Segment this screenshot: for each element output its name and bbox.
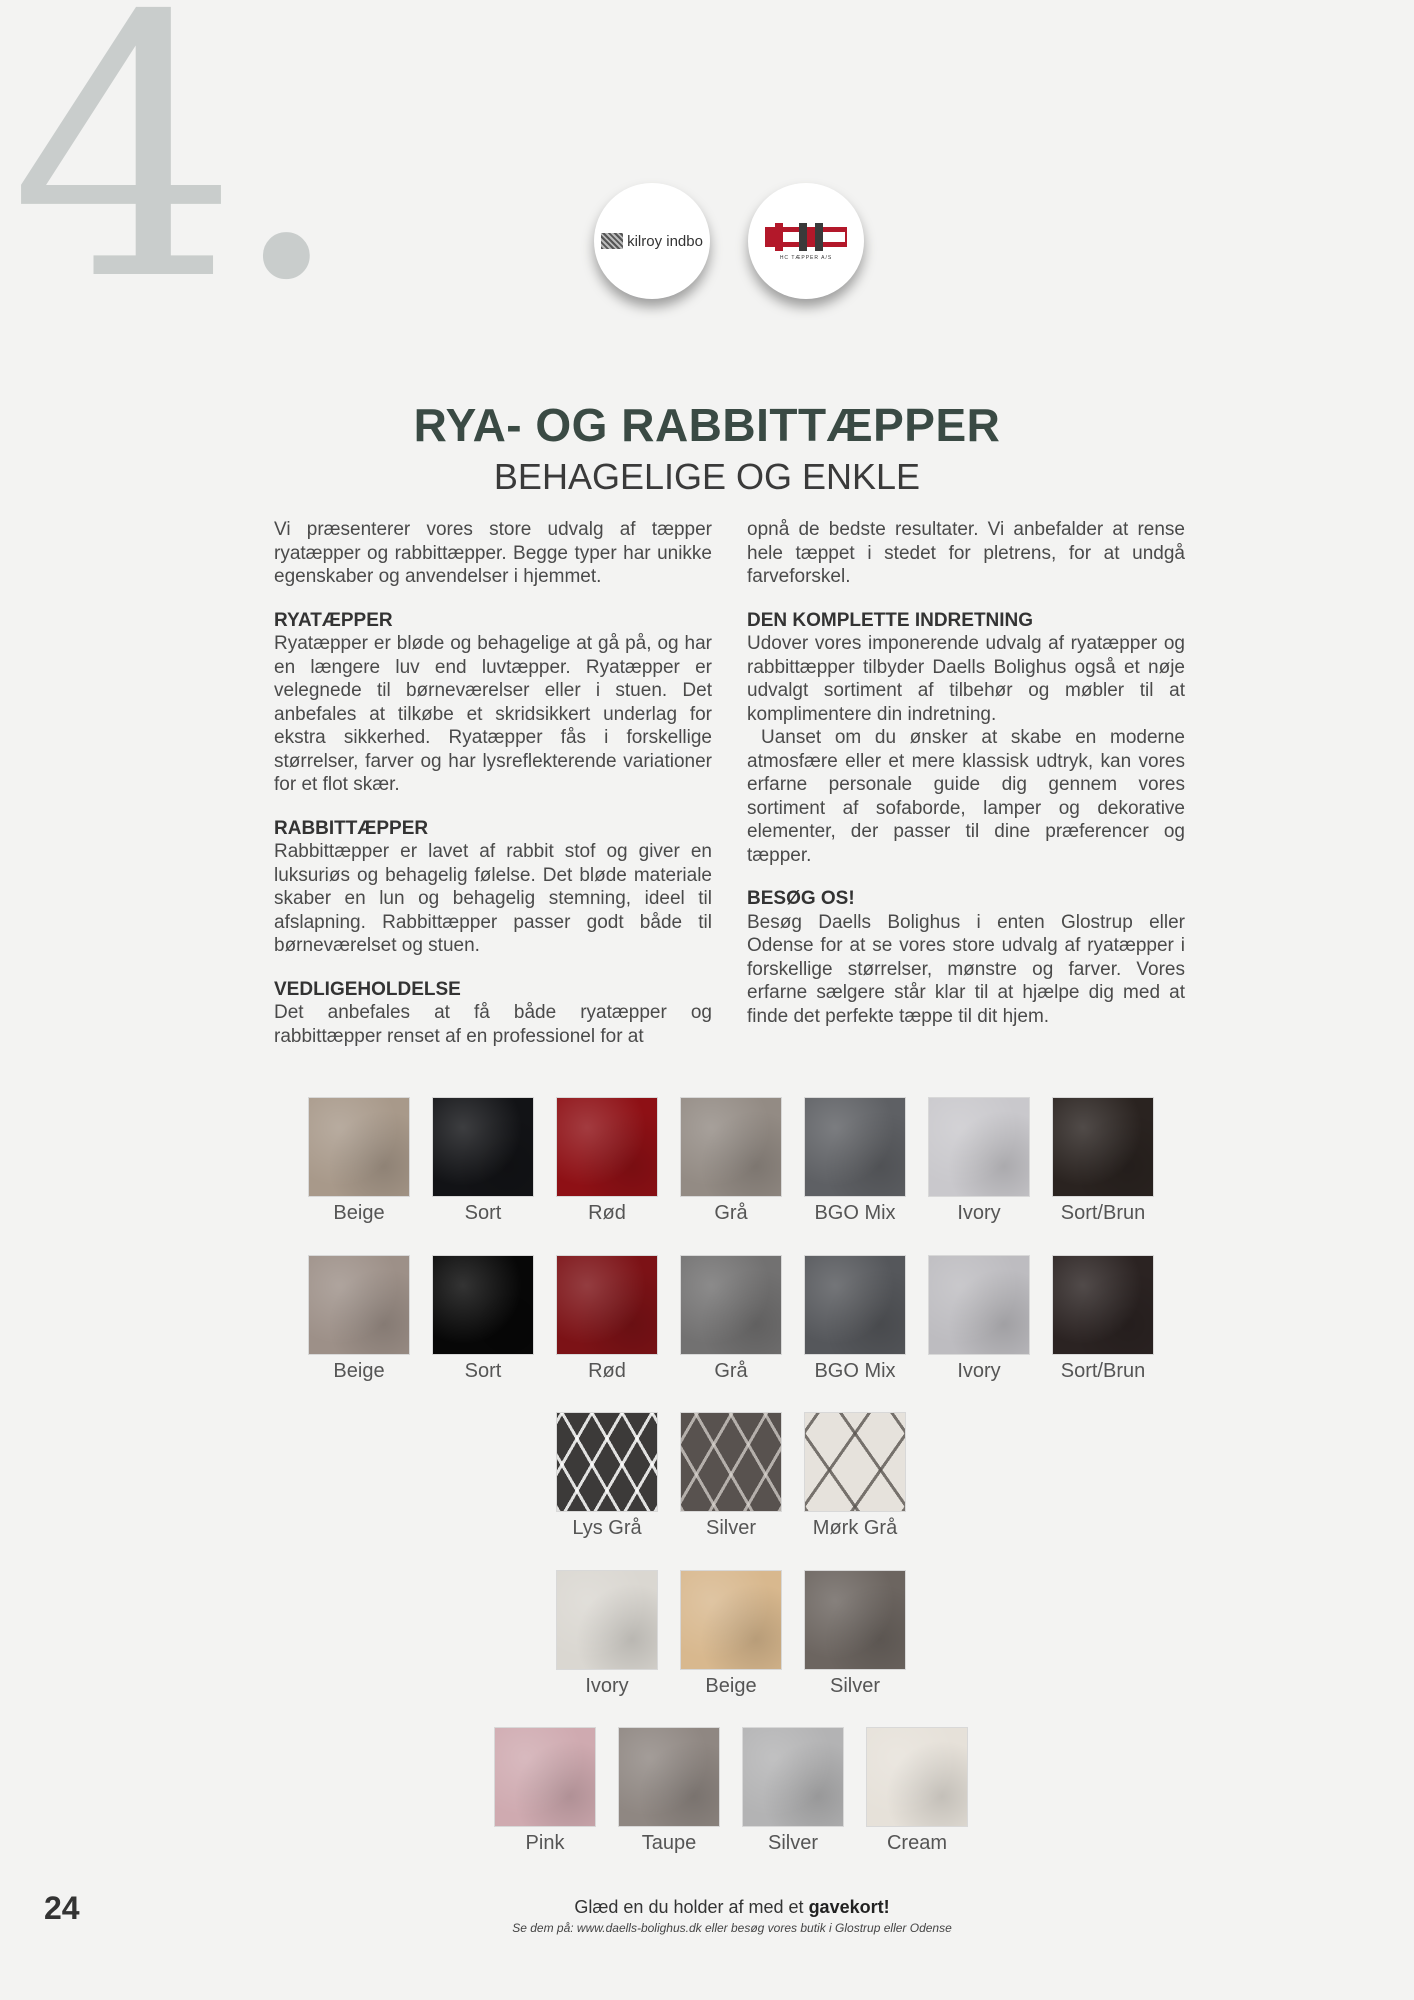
swatch-label: BGO Mix xyxy=(814,1202,896,1224)
swatch-label: Silver xyxy=(829,1675,880,1697)
swatch-item[interactable] xyxy=(804,1570,906,1698)
swatch-label: Sort/Brun xyxy=(1060,1360,1146,1382)
swatch-tile[interactable] xyxy=(680,1097,782,1197)
swatch-tile[interactable] xyxy=(804,1097,906,1197)
swatch-item[interactable] xyxy=(804,1097,906,1225)
swatch-item[interactable] xyxy=(680,1255,782,1383)
care-continued-paragraph: opnå de bedste resultater. Vi anbefalder at rense hele tæppet i stedet for pletrens, for at undgå farveforskel. xyxy=(747,519,1185,587)
swatch-label: Grå xyxy=(714,1360,748,1382)
swatch-tile[interactable] xyxy=(804,1412,906,1512)
swatch-item[interactable] xyxy=(866,1727,968,1855)
swatch-label: Sort/Brun xyxy=(1060,1202,1146,1224)
swatch-item[interactable] xyxy=(680,1412,782,1540)
swatch-item[interactable] xyxy=(928,1097,1030,1225)
swatch-item[interactable] xyxy=(556,1412,658,1540)
swatch-label: Beige xyxy=(705,1675,757,1697)
swatch-label: Silver xyxy=(705,1517,756,1539)
swatch-tile[interactable] xyxy=(928,1097,1030,1197)
visit-heading: BESØG OS! xyxy=(747,888,855,909)
footer-giftcard-bold: gavekort! xyxy=(808,1897,890,1917)
swatch-tile[interactable] xyxy=(618,1727,720,1827)
swatch-tile[interactable] xyxy=(556,1570,658,1670)
page-number: 24 xyxy=(44,1890,80,1926)
swatch-tile[interactable] xyxy=(804,1570,906,1670)
care-paragraph: Det anbefales at få både ryatæpper og rabbittæpper renset af en professionel for at xyxy=(274,1002,712,1047)
swatch-tile[interactable] xyxy=(1052,1255,1154,1355)
swatch-item[interactable] xyxy=(308,1097,410,1225)
complete-heading: DEN KOMPLETTE INDRETNING xyxy=(747,609,1034,631)
swatch-label: Ivory xyxy=(957,1360,1001,1382)
swatch-item[interactable] xyxy=(680,1570,782,1698)
swatch-item[interactable] xyxy=(618,1727,720,1855)
swatch-tile[interactable] xyxy=(1052,1097,1154,1197)
rya-heading: RYATÆPPER xyxy=(274,609,393,631)
swatch-tile[interactable] xyxy=(680,1255,782,1355)
swatch-item[interactable] xyxy=(308,1255,410,1383)
swatch-label: Lys Grå xyxy=(572,1517,642,1539)
swatch-tile[interactable] xyxy=(556,1255,658,1355)
swatch-item[interactable] xyxy=(432,1097,534,1225)
swatch-tile[interactable] xyxy=(556,1412,658,1512)
swatch-tile[interactable] xyxy=(680,1570,782,1670)
swatch-label: Rød xyxy=(588,1202,626,1224)
left-text-column xyxy=(274,518,712,1048)
swatch-label: Sort xyxy=(464,1360,502,1382)
swatch-item[interactable] xyxy=(432,1255,534,1383)
swatch-tile[interactable] xyxy=(494,1727,596,1827)
swatch-label: Beige xyxy=(333,1360,385,1382)
complete-paragraph-2: Uanset om du ønsker at skabe en moderne atmosfære eller et mere klassisk udtryk, kan vores erfarne personale guide dig gennem vores sortiment af sofaborde, lamper og dekorative elementer, der passer til dine præferencer og tæpper. xyxy=(747,727,1185,866)
complete-paragraph-1: Udover vores imponerende udvalg af ryatæpper og rabbittæpper tilbyder Daells Bolighus også et nøje udvalgt sortiment af tilbehør og møbler til at komplimentere din indretning. xyxy=(747,633,1185,725)
footer-giftcard-line xyxy=(0,1897,1414,1918)
swatch-label: Taupe xyxy=(641,1832,697,1854)
swatch-tile[interactable] xyxy=(742,1727,844,1827)
kilroy-logo-text: kilroy indbo xyxy=(627,232,703,250)
swatch-item[interactable] xyxy=(680,1097,782,1225)
swatch-label: Sort xyxy=(464,1202,502,1224)
swatch-label: Rød xyxy=(588,1360,626,1382)
swatch-label: Cream xyxy=(886,1832,947,1854)
swatch-item[interactable] xyxy=(556,1097,658,1225)
visit-paragraph: Besøg Daells Bolighus i enten Glostrup eller Odense for at se vores store udvalg af ryatæpper i forskellige størrelser, mønstre og farver. Vores erfarne sælgere står klar til at hjælpe dig med at finde det perfekte tæppe til dit hjem. xyxy=(747,911,1185,1027)
swatch-item[interactable] xyxy=(928,1255,1030,1383)
swatch-tile[interactable] xyxy=(308,1255,410,1355)
swatch-tile[interactable] xyxy=(866,1727,968,1827)
kilroy-indbo-logo[interactable] xyxy=(594,183,710,299)
rya-paragraph: Ryatæpper er bløde og behagelige at gå på, og har en længere luv end luvtæpper. Ryatæpper er velegnede til børneværelser eller i stuen. Det anbefales at tilkøbe et skridsikkert underlag for ekstra sikkerhed. Ryatæpper fås i forskellige størrelser, farver og har lysreflekterende variationer for et flot skær. xyxy=(274,633,712,795)
rabbit-paragraph: Rabbittæpper er lavet af rabbit stof og giver en luksuriøs og behagelig følelse. Det bløde materiale skaber en lun og behagelig stemning, ideel til afslapning. Rabbittæpper passer godt både til børneværelset og stuen. xyxy=(274,841,712,956)
swatch-item[interactable] xyxy=(1052,1255,1154,1383)
chapter-number: 4. xyxy=(10,0,334,359)
swatch-label: BGO Mix xyxy=(814,1360,896,1382)
swatch-item[interactable] xyxy=(1052,1097,1154,1225)
swatch-label: Ivory xyxy=(957,1202,1001,1224)
swatch-label: Pink xyxy=(525,1832,565,1854)
swatch-label: Grå xyxy=(714,1202,748,1224)
swatch-label: Beige xyxy=(333,1202,385,1224)
right-text-column xyxy=(747,518,1185,1028)
swatch-tile[interactable] xyxy=(804,1255,906,1355)
swatch-tile[interactable] xyxy=(308,1097,410,1197)
hc-logo-icon xyxy=(763,221,849,253)
swatch-item[interactable] xyxy=(556,1255,658,1383)
hc-taepper-logo[interactable] xyxy=(748,183,864,299)
swatch-item[interactable] xyxy=(804,1255,906,1383)
swatch-tile[interactable] xyxy=(680,1412,782,1512)
swatch-label: Ivory xyxy=(585,1675,629,1697)
swatch-item[interactable] xyxy=(556,1570,658,1698)
swatch-item[interactable] xyxy=(804,1412,906,1540)
swatch-label: Mørk Grå xyxy=(812,1517,898,1539)
swatch-item[interactable] xyxy=(742,1727,844,1855)
swatch-tile[interactable] xyxy=(432,1255,534,1355)
swatch-label: Silver xyxy=(767,1832,818,1854)
swatch-tile[interactable] xyxy=(556,1097,658,1197)
footer-line-prefix: Glæd en du holder af med et xyxy=(574,1897,804,1917)
kilroy-rug-icon xyxy=(601,233,623,249)
page-subtitle: BEHAGELIGE OG ENKLE xyxy=(493,456,921,497)
footer-website-line: Se dem på: www.daells-bolighus.dk eller besøg vores butik i Glostrup eller Odense xyxy=(512,1921,952,1935)
rabbit-heading: RABBITTÆPPER xyxy=(274,817,429,839)
intro-paragraph: Vi præsenterer vores store udvalg af tæpper ryatæpper og rabbittæpper. Begge typer har unikke egenskaber og anvendelser i hjemmet. xyxy=(274,519,712,587)
page-title: RYA- OG RABBITTÆPPER xyxy=(413,399,1001,451)
swatch-item[interactable] xyxy=(494,1727,596,1855)
care-heading: VEDLIGEHOLDELSE xyxy=(274,978,461,1000)
swatch-tile[interactable] xyxy=(928,1255,1030,1355)
swatch-tile[interactable] xyxy=(432,1097,534,1197)
hc-logo-subtext: HC TÆPPER A/S xyxy=(779,255,833,261)
